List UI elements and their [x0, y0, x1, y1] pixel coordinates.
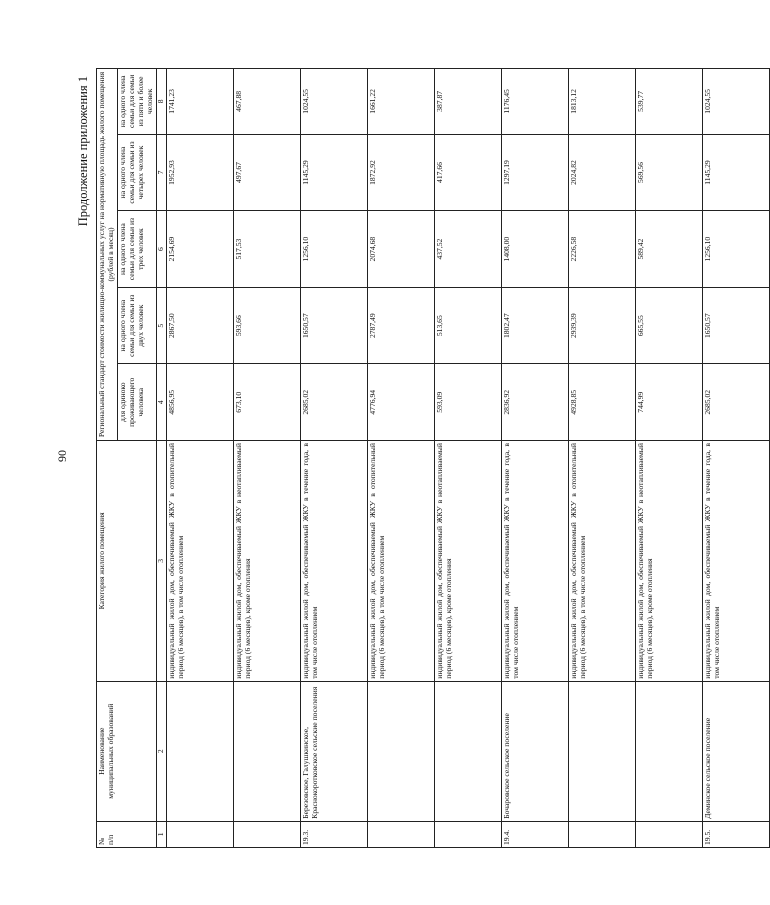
- table-row: [300, 69, 367, 848]
- standard-value: 497,67: [233, 134, 300, 211]
- standard-value: 1802,47: [501, 287, 568, 364]
- standard-value: 593,09: [434, 364, 501, 441]
- table-row: [501, 69, 568, 848]
- housing-category: индивидуальный жилой дом, обеспечиваемый ЖКУ в отопительный период (6 месяцев), в том числе отоплением: [568, 441, 635, 682]
- column-index-cell: 2: [156, 681, 166, 821]
- standard-value: 2074,68: [367, 211, 434, 288]
- housing-category: индивидуальный жилой дом, обеспечиваемый ЖКУ в течение года, в том числе отоплением: [501, 441, 568, 682]
- housing-category: индивидуальный жилой дом, обеспечиваемый ЖКУ в неотапливаемый период (6 месяцев), кроме отопления: [635, 441, 702, 682]
- standard-value: 1145,29: [300, 134, 367, 211]
- standard-value: 513,65: [434, 287, 501, 364]
- standard-value: 4928,85: [568, 364, 635, 441]
- header-no: № п/п: [97, 821, 157, 847]
- standard-value: 1952,93: [166, 134, 233, 211]
- standard-value: 1650,57: [702, 287, 769, 364]
- standard-value: 1408,00: [501, 211, 568, 288]
- page-number: 90: [55, 450, 69, 462]
- standard-value: 744,99: [635, 364, 702, 441]
- standard-value: 2226,58: [568, 211, 635, 288]
- standard-value: 1256,10: [702, 211, 769, 288]
- standard-value: 2154,69: [166, 211, 233, 288]
- column-index-cell: 7: [156, 134, 166, 211]
- standard-value: 665,55: [635, 287, 702, 364]
- standard-value: 1813,12: [568, 69, 635, 135]
- header-three: на одного члена семьи для семьи из трех человек: [117, 211, 156, 288]
- header-municipality: Наименование муниципальных образований: [97, 681, 157, 821]
- standard-value: 1176,45: [501, 69, 568, 135]
- standard-value: 2685,02: [300, 364, 367, 441]
- column-index-cell: 8: [156, 69, 166, 135]
- table-body: [166, 69, 769, 848]
- standard-value: 1741,23: [166, 69, 233, 135]
- row-number: 19.3.: [300, 821, 367, 847]
- standard-value: 1872,92: [367, 134, 434, 211]
- municipality-name: Деминское сельское поселение: [702, 681, 769, 821]
- table-row: [568, 69, 635, 848]
- table-row: [166, 69, 233, 848]
- row-number: [233, 821, 300, 847]
- standard-value: 4776,94: [367, 364, 434, 441]
- table-row: [233, 69, 300, 848]
- housing-category: индивидуальный жилой дом, обеспечиваемый ЖКУ в неотапливаемый период (6 месяцев), кроме отопления: [434, 441, 501, 682]
- standard-value: 387,87: [434, 69, 501, 135]
- header-two: на одного члена семьи для семьи из двух человек: [117, 287, 156, 364]
- municipality-name: [635, 681, 702, 821]
- standard-value: 1256,10: [300, 211, 367, 288]
- standard-value: 2685,02: [702, 364, 769, 441]
- header-category: Категория жилого помещения: [97, 441, 157, 682]
- row-number: 19.4.: [501, 821, 568, 847]
- standard-value: 1297,19: [501, 134, 568, 211]
- header-four: на одного члена семьи для семьи из четырех человек: [117, 134, 156, 211]
- standard-value: 417,66: [434, 134, 501, 211]
- standard-value: 4856,95: [166, 364, 233, 441]
- housing-category: индивидуальный жилой дом, обеспечиваемый ЖКУ в отопительный период (6 месяцев), в том числе отоплением: [166, 441, 233, 682]
- column-index-cell: 3: [156, 441, 166, 682]
- standard-value: 589,42: [635, 211, 702, 288]
- standard-value: 1024,55: [300, 69, 367, 135]
- table-row: [702, 69, 769, 848]
- column-index-cell: 6: [156, 211, 166, 288]
- municipality-name: Березовское, Галушкинское, Краснокоротковское сельские поселения: [300, 681, 367, 821]
- municipality-name: [367, 681, 434, 821]
- table-row: [434, 69, 501, 848]
- column-index-cell: 5: [156, 287, 166, 364]
- standard-value: 593,66: [233, 287, 300, 364]
- standard-value: 2787,49: [367, 287, 434, 364]
- municipality-name: [166, 681, 233, 821]
- standard-value: 2867,50: [166, 287, 233, 364]
- standard-value: 437,52: [434, 211, 501, 288]
- row-number: [367, 821, 434, 847]
- municipality-name: Бочаровское сельское поселение: [501, 681, 568, 821]
- standard-value: 673,10: [233, 364, 300, 441]
- housing-category: индивидуальный жилой дом, обеспечиваемый ЖКУ в течение года, в том числе отоплением: [300, 441, 367, 682]
- column-index-cell: 4: [156, 364, 166, 441]
- standard-value: 2836,92: [501, 364, 568, 441]
- housing-standard-table: [96, 68, 770, 848]
- row-number: [166, 821, 233, 847]
- standard-value: 2939,39: [568, 287, 635, 364]
- column-index-cell: 1: [156, 821, 166, 847]
- column-index-row: [156, 69, 166, 848]
- municipality-name: [434, 681, 501, 821]
- rotated-document: [70, 68, 721, 848]
- table-row: [367, 69, 434, 848]
- header-single: для одиноко проживающего человека: [117, 364, 156, 441]
- housing-category: индивидуальный жилой дом, обеспечиваемый ЖКУ в отопительный период (6 месяцев), в том числе отоплением: [367, 441, 434, 682]
- standard-value: 2024,82: [568, 134, 635, 211]
- header-five: на одного члена семьи для семьи из пяти и более человек: [117, 69, 156, 135]
- standard-value: 539,77: [635, 69, 702, 135]
- housing-category: индивидуальный жилой дом, обеспечиваемый ЖКУ в течение года, в том числе отоплением: [702, 441, 769, 682]
- header-standard-group: Региональный стандарт стоимости жилищно-коммунальных услуг на нормативную площадь жилого помещения (рублей в месяц): [97, 69, 118, 441]
- table-row: [635, 69, 702, 848]
- row-number: 19.5.: [702, 821, 769, 847]
- appendix-label: Продолжение приложения 1: [76, 76, 90, 227]
- row-number: [568, 821, 635, 847]
- standard-value: 1024,55: [702, 69, 769, 135]
- standard-value: 569,56: [635, 134, 702, 211]
- housing-category: индивидуальный жилой дом, обеспечиваемый ЖКУ в неотапливаемый период (6 месяцев), кроме отопления: [233, 441, 300, 682]
- standard-value: 1661,22: [367, 69, 434, 135]
- row-number: [434, 821, 501, 847]
- standard-value: 1145,29: [702, 134, 769, 211]
- row-number: [635, 821, 702, 847]
- standard-value: 467,88: [233, 69, 300, 135]
- municipality-name: [568, 681, 635, 821]
- standard-value: 1650,57: [300, 287, 367, 364]
- standard-value: 517,53: [233, 211, 300, 288]
- municipality-name: [233, 681, 300, 821]
